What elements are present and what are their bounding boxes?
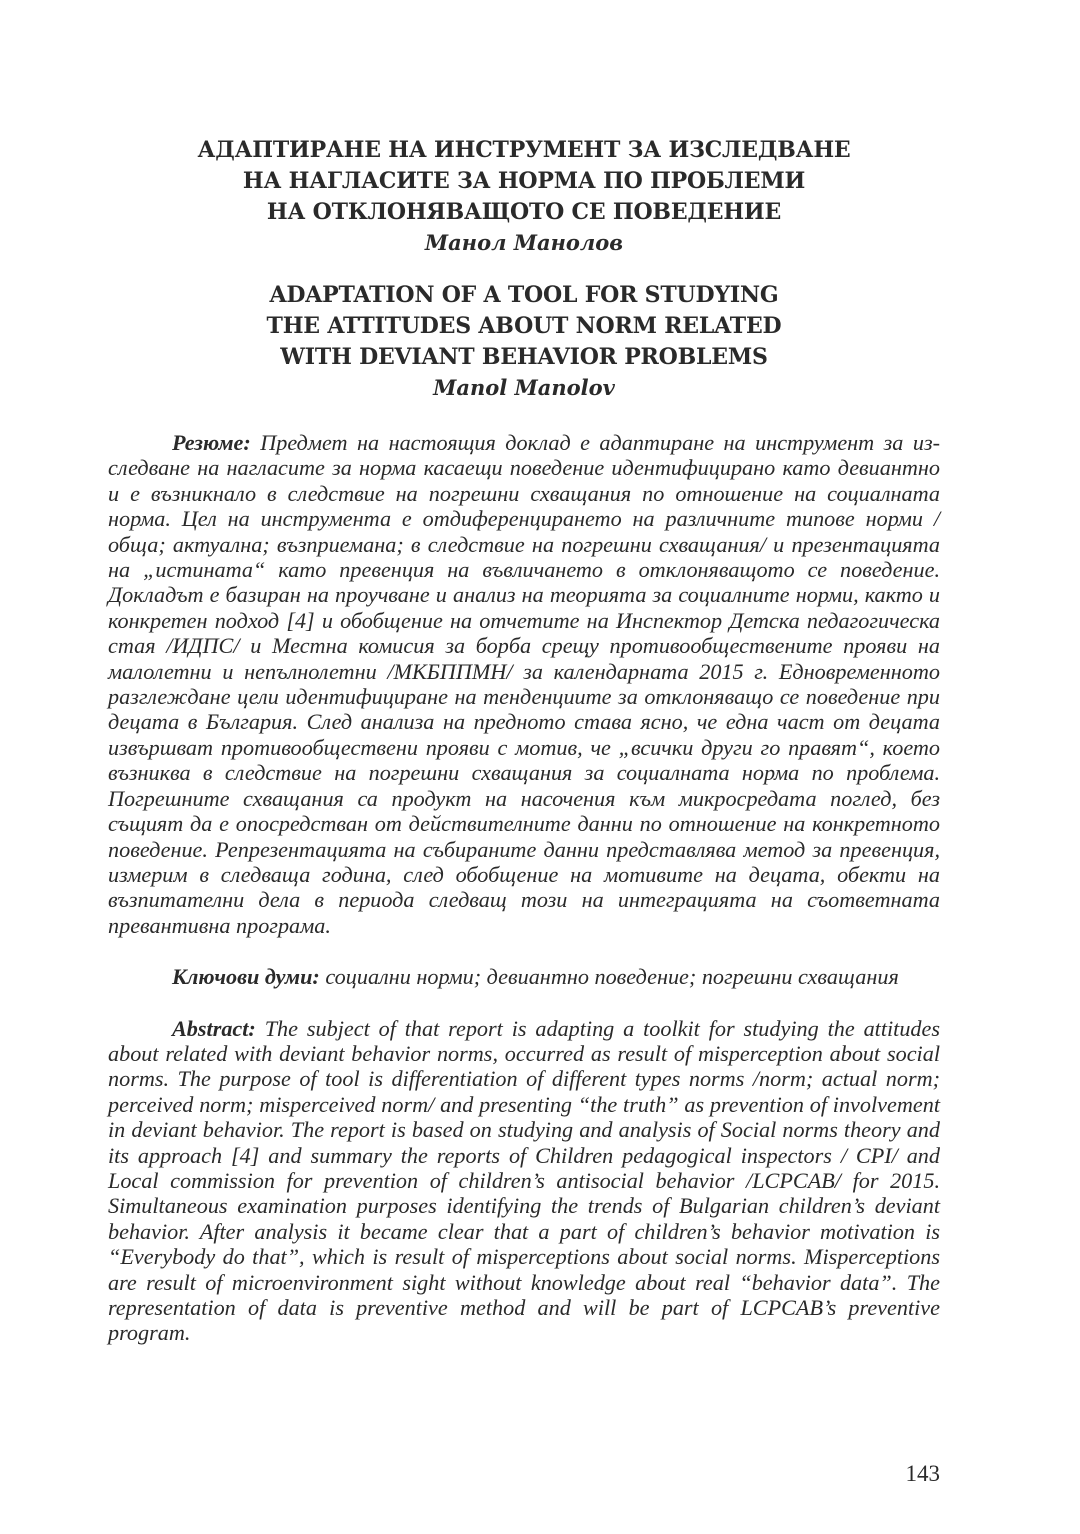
keywords-label: Ключови думи: <box>172 964 320 990</box>
paper-page <box>108 135 940 1346</box>
paper-body <box>108 430 940 1346</box>
resume-paragraph <box>108 430 940 938</box>
bulgarian-title-line-2: НА НАГЛАСИТЕ ЗА НОРМА ПО ПРОБЛЕМИ <box>242 168 806 194</box>
resume-text: Предмет на настоящия доклад е адаптиране на инструмент за изследване на нагласите за норма касаещи поведение идентифицирано като девиантно и е възникнало в следствие на погрешни схващания по отношение на социалната норма. Цел на инструмента е отдиференцирането на различните типове норми / обща; актуална; възприемана; в следствие на погрешни схващания/ и презентацията на „истината“ като превенция на въвличането в отклоняващото се поведение. Докладът е базиран на проучване и анализ на теорията за социалните норми, както и конкретен подход [4] и обобщение на отчетите на Инспектор Детска педагогическа стая /ИДПС/ и Местна комисия за борба срещу противообществените прояви на малолетни и непълнолетни /МКБППМН/ за календарната 2015 г. Едновременното разглеждане цели идентифициране на тенденциите за отклоняващо се поведение при децата в България. След анализа на предното става ясно, че една част от децата извършват противообществени прояви с мотив, че „всички други го правят“, което възниква в следствие на погрешни схващания за социалната норма по проблема. Погрешните схващания са продукт на насочения към микросредата поглед, без същият да е опосредстван от действителните данни по отношение на конкретното поведение. Репрезентацията на събираните данни представлява метод за превенция, измерим в следваща година, след обобщение на мотивите на децата, обекти на възпитателни дела в периода следващ този на интеграцията на съответната превантивна програма. <box>108 430 940 938</box>
english-title-line-1: ADAPTATION OF A TOOL FOR STUDYING <box>269 282 779 308</box>
bulgarian-title-line-1: АДАПТИРАНЕ НА ИНСТРУМЕНТ ЗА ИЗСЛЕДВАНЕ <box>197 137 851 163</box>
page-number: 143 <box>905 1461 940 1486</box>
bulgarian-title-block <box>108 135 940 258</box>
english-title-line-3: WITH DEVIANT BEHAVIOR PROBLEMS <box>280 344 768 370</box>
english-title-line-2: THE ATTITUDES ABOUT NORM RELATED <box>266 313 782 339</box>
keywords-text: социални норми; девиантно поведение; погрешни схващания <box>325 964 899 990</box>
abstract-paragraph <box>108 1016 940 1346</box>
bulgarian-author: Манол Манолов <box>424 230 624 255</box>
abstract-label: Abstract: <box>172 1015 256 1041</box>
english-author: Manol Manolov <box>433 375 615 400</box>
bulgarian-title-line-3: НА ОТКЛОНЯВАЩОТО СЕ ПОВЕДЕНИЕ <box>266 199 782 225</box>
keywords-paragraph <box>108 964 940 989</box>
resume-label: Резюме: <box>172 430 251 455</box>
abstract-text: The subject of that report is adapting a toolkit for studying the attitudes about related with deviant behavior norms, occurred as result of misperception about social norms. The purpose of tool is differentiation of different types norms /norm; actual norm; perceived norm; misperceived norm/ and presenting “the truth” as prevention of involvement in deviant behavior. The report is based on studying and analysis of Social norms theory and its approach [4] and summary the reports of Children pedagogical inspectors / CPI/ and Local commission for prevention of children’s antisocial behavior /LCPCAB/ for 2015. Simultaneous examination purposes identifying the trends of Bulgarian children’s deviant behavior. After analysis it became clear that a part of children’s behavior motivation is “Everybody do that”, which is result of misperceptions about social norms. Misperceptions are result of microenvironment sight without knowledge about real “behavior data”. The representation of data is preventive method and will be part of LCPCAB’s preventive program. <box>108 1015 940 1346</box>
english-title-block <box>108 280 940 403</box>
